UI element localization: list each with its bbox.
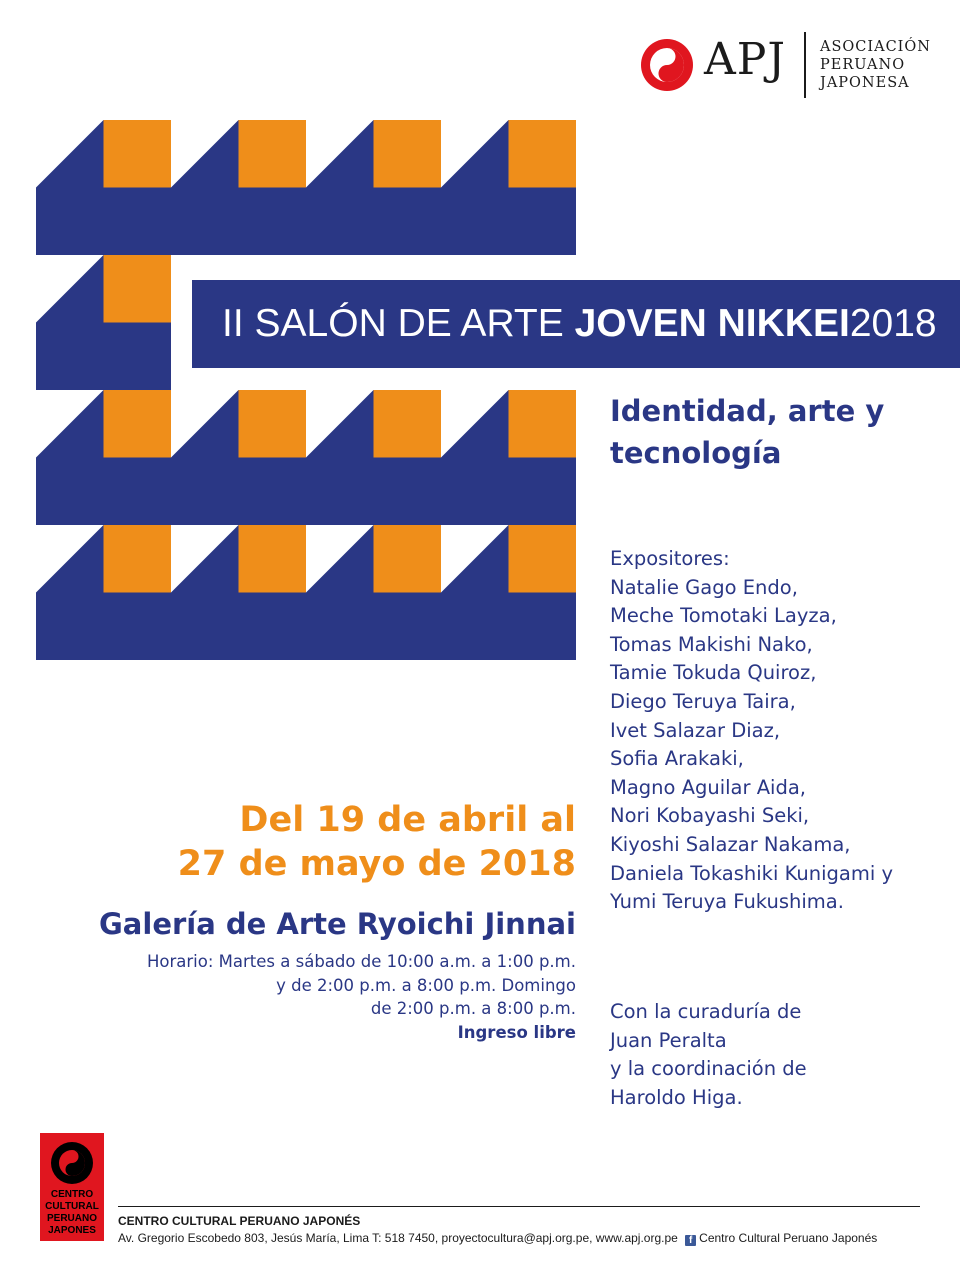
apj-name-line: ASOCIACIÓN [820,39,931,55]
pattern-square [374,525,442,593]
subtitle-line: Identidad, arte y [610,394,885,428]
subtitle [610,390,940,474]
curator-line: Juan Peralta [610,1028,727,1052]
dates-line: 27 de mayo de 2018 [177,844,576,884]
ccpj-logo-line: JAPONES [48,1225,96,1236]
title-band [192,280,960,368]
apj-letters: APJ [704,34,787,85]
exhibitor-name: Magno Aguilar Aida, [610,775,806,799]
exhibitors-list [610,545,950,917]
event-title [222,280,937,368]
exhibitor-name: Meche Tomotaki Layza, [610,604,837,628]
schedule-line: y de 2:00 p.m. a 8:00 p.m. Domingo [276,975,576,995]
apj-divider [804,32,806,98]
dates-line: Del 19 de abril al [239,800,576,840]
exhibitor-name: Ivet Salazar Diaz, [610,718,781,742]
pattern-square [509,525,577,593]
title-main: SALÓN DE ARTE [254,302,564,345]
pattern-square [374,120,442,188]
pattern-square [509,120,577,188]
curator-line: Haroldo Higa. [610,1085,743,1109]
exhibitor-name: Tomas Makishi Nako, [610,632,813,656]
pattern-square [104,120,172,188]
ccpj-logo-line: CENTRO [50,1189,94,1200]
footer-divider [118,1206,920,1207]
apj-logo [640,30,930,100]
footer-facebook: Centro Cultural Peruano Japonés [699,1231,878,1245]
event-dates [100,798,576,886]
curator-line: Con la curaduría de [610,1000,802,1023]
pattern-square [509,390,577,458]
pattern-square [239,525,307,593]
title-bold: JOVEN NIKKEI [574,302,850,345]
apj-emblem-icon [640,38,694,92]
pattern-square [104,525,172,593]
free-entry: Ingreso libre [457,1022,576,1042]
title-year: 2018 [849,302,937,345]
ccpj-logo-line: PERUANO [46,1213,97,1224]
title-edition: II [222,302,244,345]
exhibitor-name: Sofia Arakaki, [610,747,744,771]
ccpj-logo [40,1133,104,1241]
footer-address: Av. Gregorio Escobedo 803, Jesús María, Lima T: 518 7450, proyectocultura@apj.org.pe, www.apj.org.pe [118,1231,678,1245]
exhibitors-heading: Expositores: [610,547,730,570]
subtitle-line: tecnología [610,436,782,470]
pattern-square [239,120,307,188]
pattern-square [374,390,442,458]
ccpj-logo-text [40,1189,104,1237]
ccpj-emblem-icon [50,1141,94,1185]
schedule-line: de 2:00 p.m. a 8:00 p.m. [370,999,576,1018]
exhibitor-name: Daniela Tokashiki Kunigami y [610,861,894,885]
apj-name-line: JAPONESA [820,75,910,91]
footer-organization: CENTRO CULTURAL PERUANO JAPONÉS [118,1214,361,1228]
ccpj-logo-line: CULTURAL [45,1201,99,1212]
apj-full-name [820,38,931,92]
pattern-square [104,255,172,323]
exhibitor-name: Tamie Tokuda Quiroz, [610,661,817,685]
curator-line: y la coordinación de [610,1057,807,1081]
apj-name-line: PERUANO [820,57,906,73]
exhibitor-name: Yumi Teruya Fukushima. [610,890,844,914]
exhibitor-name: Kiyoshi Salazar Nakama, [610,832,851,856]
curator-credits [610,998,950,1112]
exhibitor-name: Nori Kobayashi Seki, [610,804,810,828]
schedule [60,950,576,1044]
footer-contact [118,1231,877,1246]
geometric-pattern [36,120,576,660]
exhibitor-name: Diego Teruya Taira, [610,689,796,713]
schedule-line: Horario: Martes a sábado de 10:00 a.m. a 1:00 p.m. [147,952,576,971]
exhibitor-name: Natalie Gago Endo, [610,575,798,599]
gallery-name: Galería de Arte Ryoichi Jinnai [99,907,576,941]
pattern-square [104,390,172,458]
facebook-icon: f [685,1235,696,1246]
pattern-square [239,390,307,458]
